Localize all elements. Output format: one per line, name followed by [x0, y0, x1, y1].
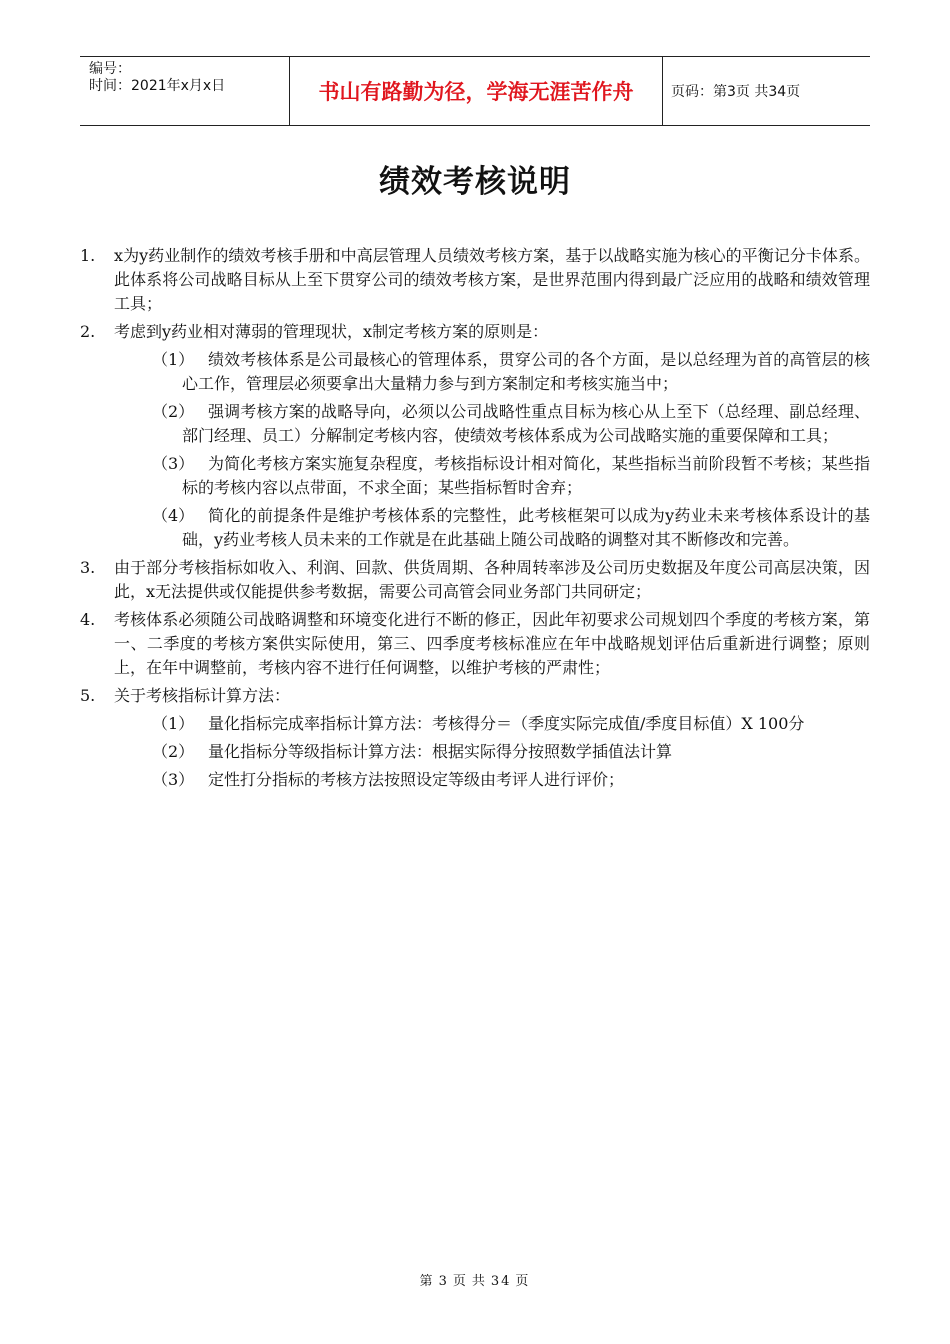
footer-text: 页 — [452, 1274, 468, 1289]
sub-item-text: 量化指标完成率指标计算方法：考核得分＝（季度实际完成值/季度目标值）X 100分 — [208, 714, 805, 733]
sub-item-number: （2） — [152, 742, 195, 761]
footer-total-pages: 34 — [490, 1274, 512, 1289]
item-text: 考核体系必须随公司战略调整和环境变化进行不断的修正，因此年初要求公司规划四个季度的考核方案，第一、二季度的考核方案供实际使用，第三、四季度考核标准应在年中战略规划评估后重新进行调整；原则上，在年中调整前，考核内容不进行任何调整，以维护考核的严肃性； — [114, 610, 870, 677]
item-text: x为y药业制作的绩效考核手册和中高层管理人员绩效考核方案，基于以战略实施为核心的平衡记分卡体系。此体系将公司战略目标从上至下贯穿公司的绩效考核方案，是世界范围内得到最广泛应用的战略和绩效管理工具； — [114, 246, 870, 313]
sub-item — [80, 400, 870, 448]
footer-text: 第 — [419, 1274, 435, 1289]
footer-text: 页 — [515, 1274, 531, 1289]
item-text: 由于部分考核指标如收入、利润、回款、供货周期、各种周转率涉及公司历史数据及年度公司高层决策，因此，x无法提供或仅能提供参考数据，需要公司高管会同业务部门共同研定； — [114, 558, 870, 601]
sub-item-number: （1） — [152, 714, 195, 733]
sub-item — [80, 712, 870, 736]
sub-item-number: （3） — [152, 454, 195, 473]
sub-item-text: 为简化考核方案实施复杂程度，考核指标设计相对简化，某些指标当前阶段暂不考核；某些指标的考核内容以点带面，不求全面；某些指标暂时舍弃； — [182, 454, 870, 497]
header-meta — [80, 57, 290, 125]
list-item-4 — [80, 608, 870, 680]
list-item-3 — [80, 556, 870, 604]
header-page-info: 页码：第3页 共34页 — [671, 84, 801, 100]
time-label: 时间：2021年x月x日 — [89, 78, 226, 94]
item-text: 考虑到y药业相对薄弱的管理现状，x制定考核方案的原则是： — [114, 322, 549, 341]
item-number: 3. — [80, 558, 96, 577]
header-motto: 书山有路勤为径，学海无涯苦作舟 — [290, 57, 663, 125]
item-text: 关于考核指标计算方法： — [114, 686, 291, 705]
item-number: 4. — [80, 610, 96, 629]
item-number: 2. — [80, 322, 96, 341]
sub-item-number: （3） — [152, 770, 195, 789]
document-body — [80, 244, 870, 796]
sub-item-text: 强调考核方案的战略导向，必须以公司战略性重点目标为核心从上至下（总经理、副总经理、部门经理、员工）分解制定考核内容，使绩效考核体系成为公司战略实施的重要保障和工具； — [182, 402, 870, 445]
footer-text: 共 — [471, 1274, 487, 1289]
sub-item — [80, 348, 870, 396]
document-title: 绩效考核说明 — [379, 164, 571, 200]
list-item-5 — [80, 684, 870, 708]
sub-item — [80, 504, 870, 552]
page-header — [80, 56, 870, 126]
footer-page-number: 3 — [438, 1274, 449, 1289]
item-number: 1. — [80, 246, 96, 265]
item-number: 5. — [80, 686, 96, 705]
sub-item-number: （4） — [152, 506, 195, 525]
code-label: 编号： — [89, 61, 131, 77]
list-item-2 — [80, 320, 870, 344]
sub-item-number: （2） — [152, 402, 195, 421]
sub-item-text: 量化指标分等级指标计算方法：根据实际得分按照数学插值法计算 — [208, 742, 673, 761]
sub-item-text: 定性打分指标的考核方法按照设定等级由考评人进行评价； — [208, 770, 625, 789]
sub-item — [80, 452, 870, 500]
sub-item-number: （1） — [152, 350, 195, 369]
sub-item — [80, 740, 870, 764]
sub-item-text: 简化的前提条件是维护考核体系的完整性，此考核框架可以成为y药业未来考核体系设计的基础，y药业考核人员未来的工作就是在此基础上随公司战略的调整对其不断修改和完善。 — [182, 506, 870, 549]
sub-item — [80, 768, 870, 792]
page-footer — [0, 1270, 950, 1289]
list-item-1 — [80, 244, 870, 316]
sub-item-text: 绩效考核体系是公司最核心的管理体系，贯穿公司的各个方面，是以总经理为首的高管层的核心工作，管理层必须要拿出大量精力参与到方案制定和考核实施当中； — [182, 350, 870, 393]
